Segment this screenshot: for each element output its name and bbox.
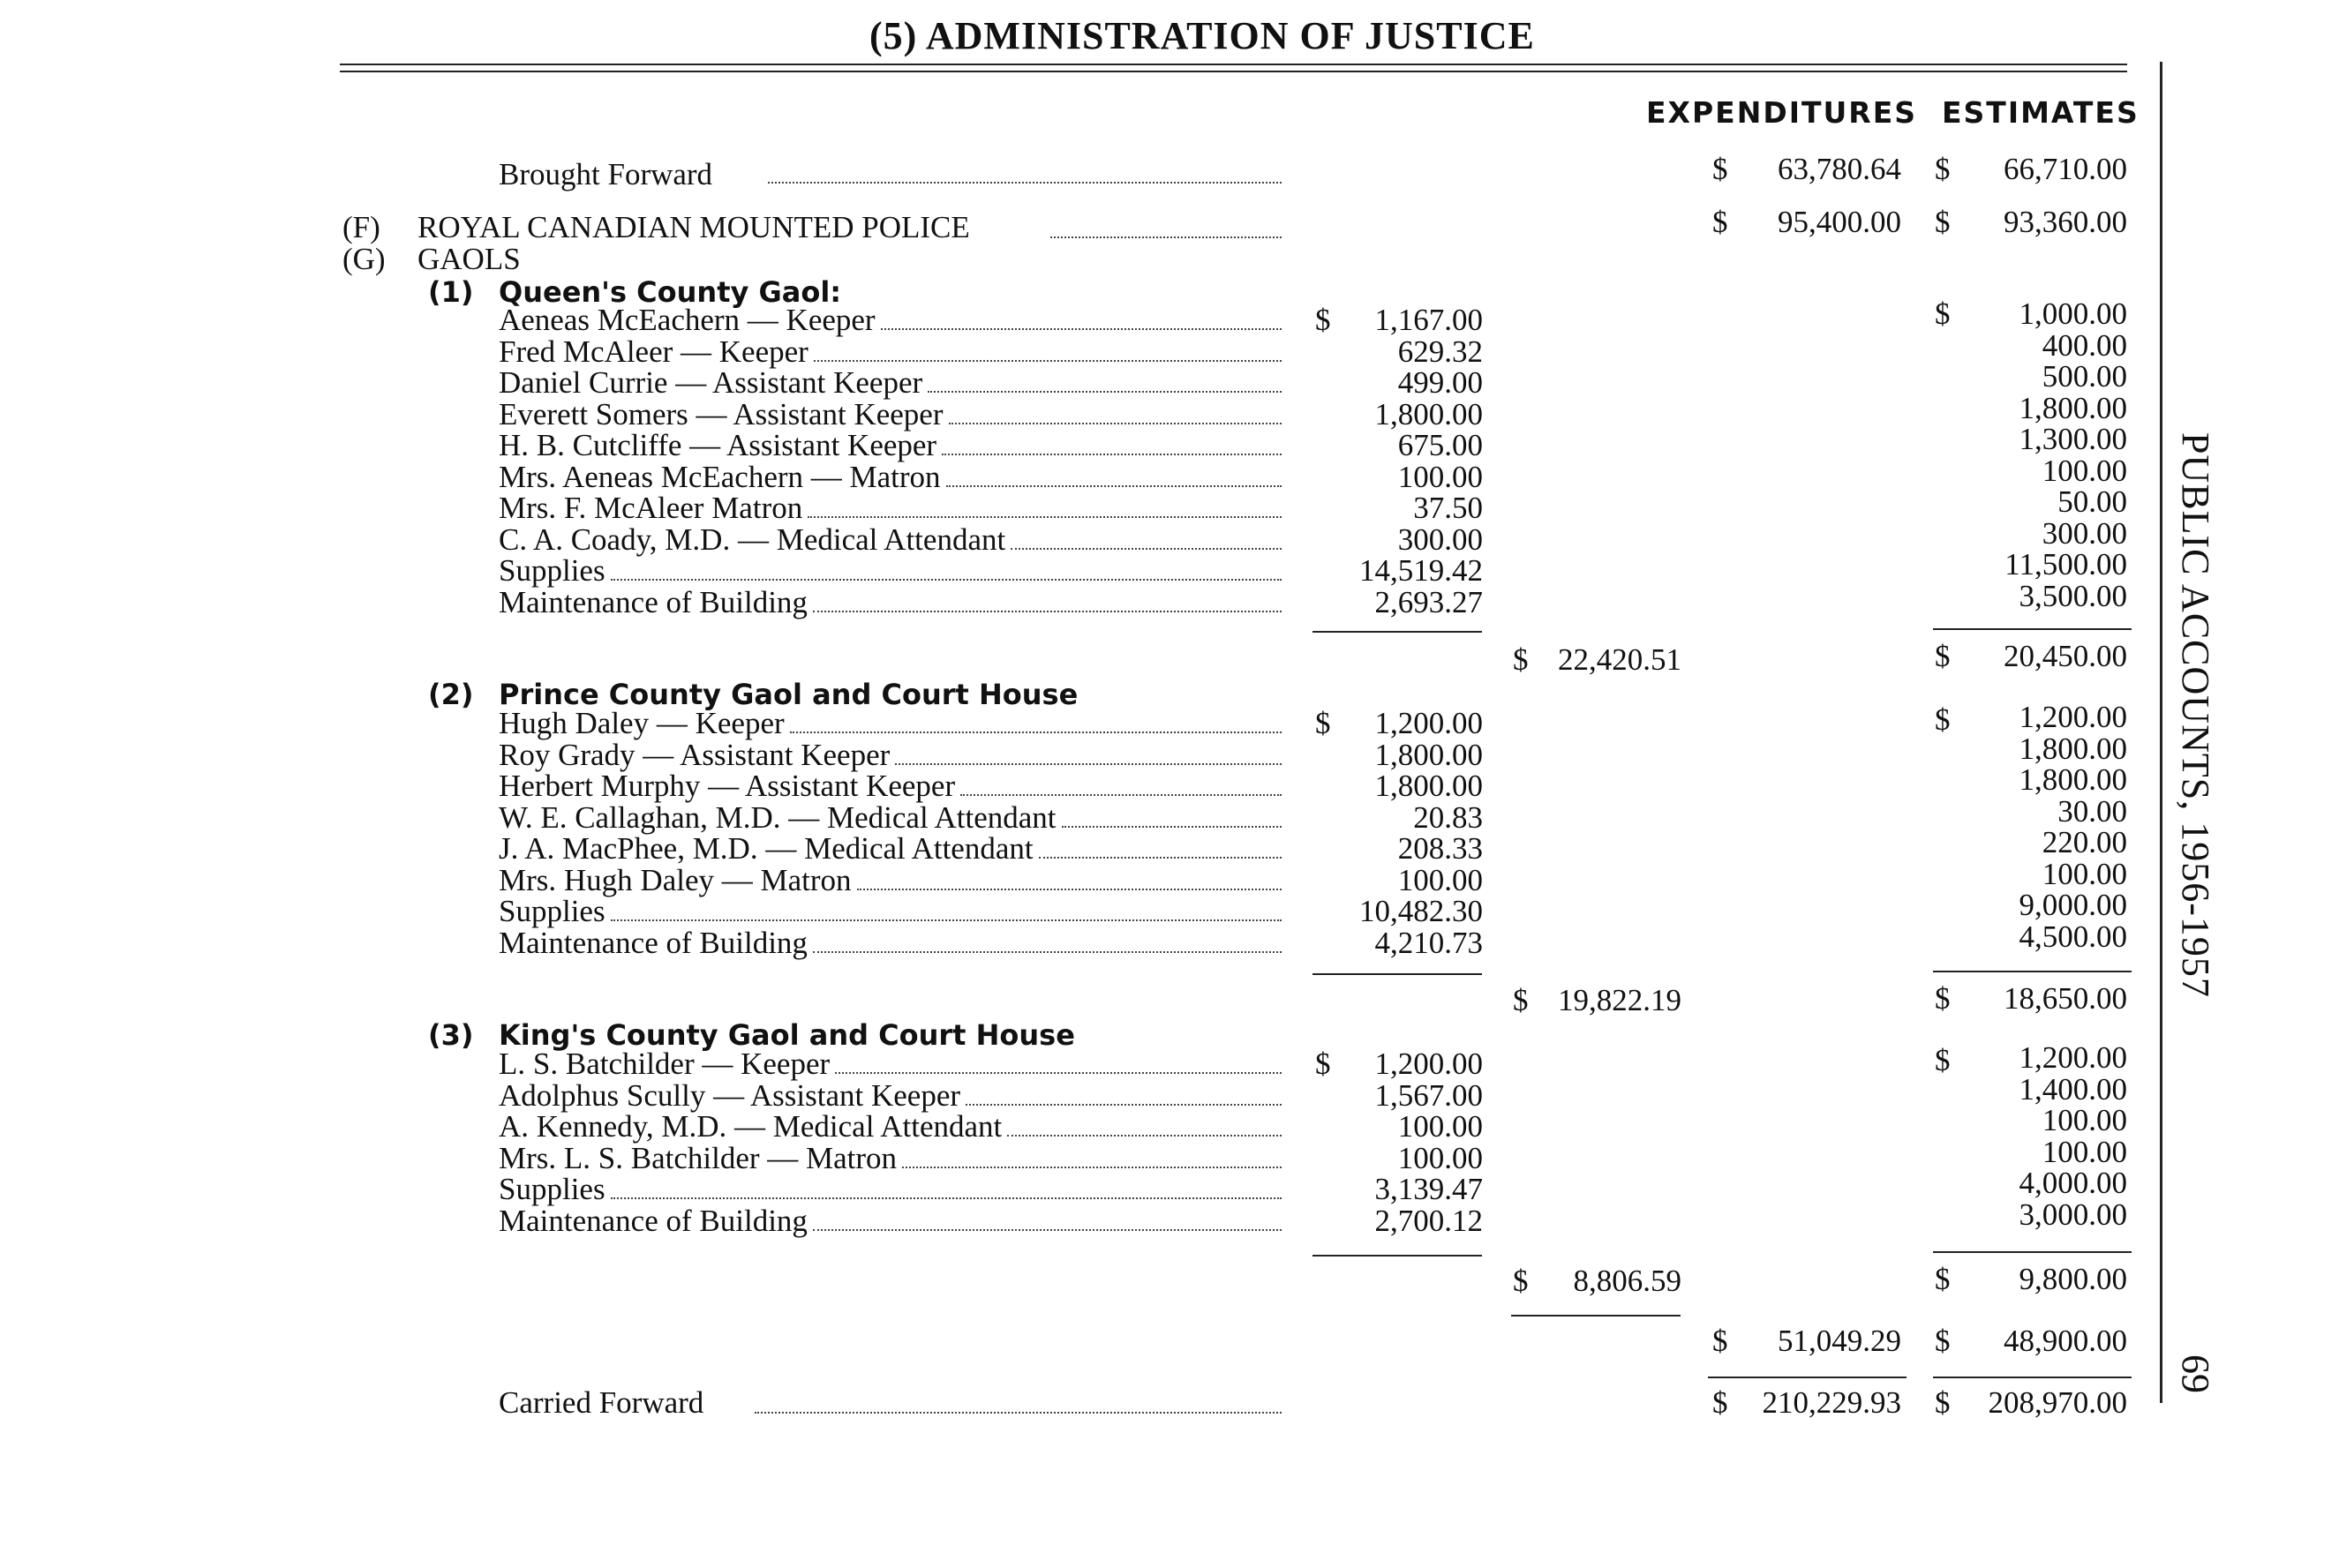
line-item-estimate: 1,400.00 (2019, 1072, 2127, 1107)
leader-dots (611, 1197, 1282, 1199)
line-item-amount: 4,210.73 (1374, 926, 1483, 960)
line-item-amount: 20.83 (1413, 800, 1483, 835)
gaols-total-estimate: 48,900.00 (2004, 1324, 2127, 1358)
section-letter-f: (F) (342, 210, 380, 244)
line-item-label: J. A. MacPhee, M.D. — Medical Attendant (499, 831, 1034, 866)
line-item-estimate: 3,000.00 (2019, 1197, 2127, 1232)
rcmp-expenditure: 95,400.00 (1778, 205, 1901, 239)
line-item-label: Supplies (499, 553, 605, 588)
section-3-title: King's County Gaol and Court House (499, 1018, 1075, 1052)
line-item-label: Hugh Daley — Keeper (499, 706, 785, 740)
section-3-subtotal: 8,806.59 (1573, 1264, 1681, 1298)
line-item-estimate: 300.00 (2042, 516, 2127, 551)
dollar-sign: $ (1513, 1264, 1529, 1298)
line-item-label: W. E. Callaghan, M.D. — Medical Attendant (499, 800, 1057, 835)
page-number: 69 (2174, 1354, 2217, 1393)
line-item-amount: 1,167.00 (1374, 303, 1483, 337)
dollar-sign: $ (1712, 152, 1728, 186)
line-item-amount: 208.33 (1397, 831, 1483, 866)
line-item-amount: 100.00 (1397, 1109, 1483, 1144)
line-item-estimate: 1,200.00 (2019, 700, 2127, 734)
section-3-estimate-total: 9,800.00 (2019, 1262, 2127, 1296)
line-item-amount: 100.00 (1397, 460, 1483, 494)
line-item-amount: 499.00 (1397, 365, 1483, 400)
leader-dots (755, 1412, 1282, 1414)
line-item-estimate: 50.00 (2057, 484, 2127, 519)
dollar-sign: $ (1935, 1043, 1951, 1077)
line-item-amount: 14,519.42 (1359, 553, 1483, 588)
brought-forward-estimate: 66,710.00 (2004, 152, 2127, 186)
line-item-label: Supplies (499, 1172, 605, 1206)
leader-dots (946, 485, 1282, 487)
carried-forward-expenditure: 210,229.93 (1762, 1385, 1901, 1420)
line-item-estimate: 9,000.00 (2019, 888, 2127, 922)
line-item-label: Mrs. Hugh Daley — Matron (499, 863, 852, 897)
line-item-amount: 1,800.00 (1374, 397, 1483, 431)
line-item-label: Maintenance of Building (499, 1204, 808, 1238)
line-item-estimate: 220.00 (2042, 825, 2127, 859)
sum-rule (1312, 1255, 1482, 1257)
section-1-title: Queen's County Gaol: (499, 275, 842, 309)
brought-forward-expenditure: 63,780.64 (1778, 152, 1901, 186)
rcmp-label: ROYAL CANADIAN MOUNTED POLICE (417, 210, 970, 244)
sum-rule (1312, 973, 1482, 975)
leader-dots (895, 763, 1282, 765)
line-item-estimate: 100.00 (2042, 857, 2127, 891)
estimates-column-header: ESTIMATES (1942, 95, 2140, 130)
dollar-sign: $ (1712, 1385, 1728, 1420)
line-item-label: Maintenance of Building (499, 926, 808, 960)
section-2-title: Prince County Gaol and Court House (499, 678, 1079, 711)
right-margin-rule (2160, 62, 2162, 1403)
leader-dots (790, 731, 1282, 733)
dollar-sign: $ (1935, 1262, 1951, 1296)
line-item-estimate: 4,500.00 (2019, 919, 2127, 954)
sum-rule (1312, 631, 1482, 633)
section-1-subtotal: 22,420.51 (1558, 642, 1681, 677)
dollar-sign: $ (1935, 205, 1951, 239)
line-item-amount: 10,482.30 (1359, 894, 1483, 928)
leader-dots (768, 182, 1282, 184)
section-1-number: (1) (428, 275, 474, 309)
line-item-estimate: 1,000.00 (2019, 296, 2127, 331)
leader-dots (942, 454, 1282, 455)
leader-dots (808, 516, 1282, 518)
leader-dots (1050, 236, 1282, 238)
line-item-label: Roy Grady — Assistant Keeper (499, 738, 891, 772)
leader-dots (857, 889, 1282, 890)
dollar-sign: $ (1513, 983, 1529, 1017)
dollar-sign: $ (1712, 1324, 1728, 1358)
leader-dots (1011, 548, 1282, 550)
dollar-sign: $ (1513, 642, 1529, 677)
line-item-estimate: 1,300.00 (2019, 422, 2127, 456)
page-title: (5) ADMINISTRATION OF JUSTICE (869, 14, 1535, 57)
sum-rule (1933, 1251, 2132, 1253)
dollar-sign: $ (1935, 152, 1951, 186)
line-item-amount: 1,200.00 (1374, 1047, 1483, 1081)
header-rule (340, 64, 2127, 65)
leader-dots (835, 1072, 1282, 1074)
side-title: PUBLIC ACCOUNTS, 1956-1957 (2174, 432, 2217, 998)
section-2-number: (2) (428, 678, 474, 711)
line-item-estimate: 100.00 (2042, 1135, 2127, 1169)
line-item-amount: 3,139.47 (1374, 1172, 1483, 1206)
line-item-label: Mrs. Aeneas McEachern — Matron (499, 460, 941, 494)
line-item-amount: 1,200.00 (1374, 706, 1483, 740)
expenditures-column-header: EXPENDITURES (1646, 95, 1918, 130)
carried-forward-estimate: 208,970.00 (1988, 1385, 2127, 1420)
leader-dots (813, 611, 1282, 612)
leader-dots (1007, 1135, 1282, 1137)
line-item-estimate: 1,800.00 (2019, 731, 2127, 766)
leader-dots (611, 579, 1282, 581)
line-item-label: Daniel Currie — Assistant Keeper (499, 365, 923, 400)
leader-dots (960, 794, 1282, 796)
dollar-sign: $ (1935, 1385, 1951, 1420)
line-item-estimate: 1,800.00 (2019, 762, 2127, 797)
line-item-estimate: 30.00 (2057, 794, 2127, 829)
section-letter-g: (G) (342, 242, 386, 276)
line-item-amount: 2,700.12 (1374, 1204, 1483, 1238)
line-item-estimate: 100.00 (2042, 454, 2127, 488)
dollar-sign: $ (1935, 1324, 1951, 1358)
leader-dots (1062, 826, 1282, 828)
leader-dots (813, 1229, 1282, 1231)
dollar-sign: $ (1935, 296, 1951, 331)
line-item-amount: 1,800.00 (1374, 769, 1483, 803)
line-item-label: C. A. Coady, M.D. — Medical Attendant (499, 522, 1006, 557)
leader-dots (966, 1104, 1282, 1106)
line-item-label: L. S. Batchilder — Keeper (499, 1047, 831, 1081)
line-item-estimate: 400.00 (2042, 328, 2127, 363)
dollar-sign: $ (1712, 205, 1728, 239)
section-2-estimate-total: 18,650.00 (2004, 981, 2127, 1016)
line-item-label: H. B. Cutcliffe — Assistant Keeper (499, 428, 937, 462)
section-3-number: (3) (428, 1018, 474, 1052)
line-item-amount: 629.32 (1397, 334, 1483, 369)
line-item-label: Mrs. L. S. Batchilder — Matron (499, 1141, 898, 1175)
leader-dots (611, 919, 1282, 921)
line-item-label: Supplies (499, 894, 605, 928)
brought-forward-label: Brought Forward (499, 157, 713, 191)
line-item-amount: 2,693.27 (1374, 585, 1483, 619)
dollar-sign: $ (1935, 981, 1951, 1016)
dollar-sign: $ (1315, 303, 1331, 337)
dollar-sign: $ (1935, 702, 1951, 737)
header-rule-2 (340, 71, 2127, 72)
leader-dots (881, 328, 1282, 330)
section-1-estimate-total: 20,450.00 (2004, 639, 2127, 673)
leader-dots (928, 391, 1282, 393)
leader-dots (1039, 857, 1282, 859)
line-item-amount: 300.00 (1397, 522, 1483, 557)
line-item-estimate: 1,200.00 (2019, 1040, 2127, 1075)
gaols-total-expenditure: 51,049.29 (1778, 1324, 1901, 1358)
line-item-label: Fred McAleer — Keeper (499, 334, 808, 369)
line-item-label: Aeneas McEachern — Keeper (499, 303, 876, 337)
dollar-sign: $ (1935, 639, 1951, 673)
leader-dots (814, 360, 1282, 362)
line-item-amount: 1,800.00 (1374, 738, 1483, 772)
dollar-sign: $ (1315, 706, 1331, 740)
sum-rule (1933, 1377, 2132, 1378)
carried-forward-label: Carried Forward (499, 1385, 704, 1420)
line-item-amount: 37.50 (1413, 491, 1483, 525)
gaols-label: GAOLS (417, 242, 521, 276)
sum-rule (1511, 1315, 1681, 1317)
line-item-estimate: 4,000.00 (2019, 1166, 2127, 1200)
line-item-amount: 1,567.00 (1374, 1078, 1483, 1113)
line-item-label: Herbert Murphy — Assistant Keeper (499, 769, 956, 803)
line-item-label: Maintenance of Building (499, 585, 808, 619)
line-item-amount: 100.00 (1397, 863, 1483, 897)
sum-rule (1933, 971, 2132, 972)
leader-dots (813, 951, 1282, 953)
sum-rule (1708, 1377, 1907, 1378)
dollar-sign: $ (1315, 1047, 1331, 1081)
section-2-subtotal: 19,822.19 (1558, 983, 1681, 1017)
line-item-amount: 100.00 (1397, 1141, 1483, 1175)
line-item-amount: 675.00 (1397, 428, 1483, 462)
line-item-label: Everett Somers — Assistant Keeper (499, 397, 944, 431)
line-item-estimate: 11,500.00 (2004, 547, 2127, 581)
line-item-label: Adolphus Scully — Assistant Keeper (499, 1078, 961, 1113)
line-item-estimate: 3,500.00 (2019, 579, 2127, 613)
line-item-estimate: 1,800.00 (2019, 391, 2127, 425)
line-item-label: Mrs. F. McAleer Matron (499, 491, 803, 525)
rcmp-estimate: 93,360.00 (2004, 205, 2127, 239)
line-item-estimate: 100.00 (2042, 1103, 2127, 1137)
line-item-label: A. Kennedy, M.D. — Medical Attendant (499, 1109, 1003, 1144)
sum-rule (1933, 628, 2132, 630)
line-item-estimate: 500.00 (2042, 359, 2127, 394)
leader-dots (949, 423, 1282, 424)
leader-dots (902, 1167, 1282, 1168)
